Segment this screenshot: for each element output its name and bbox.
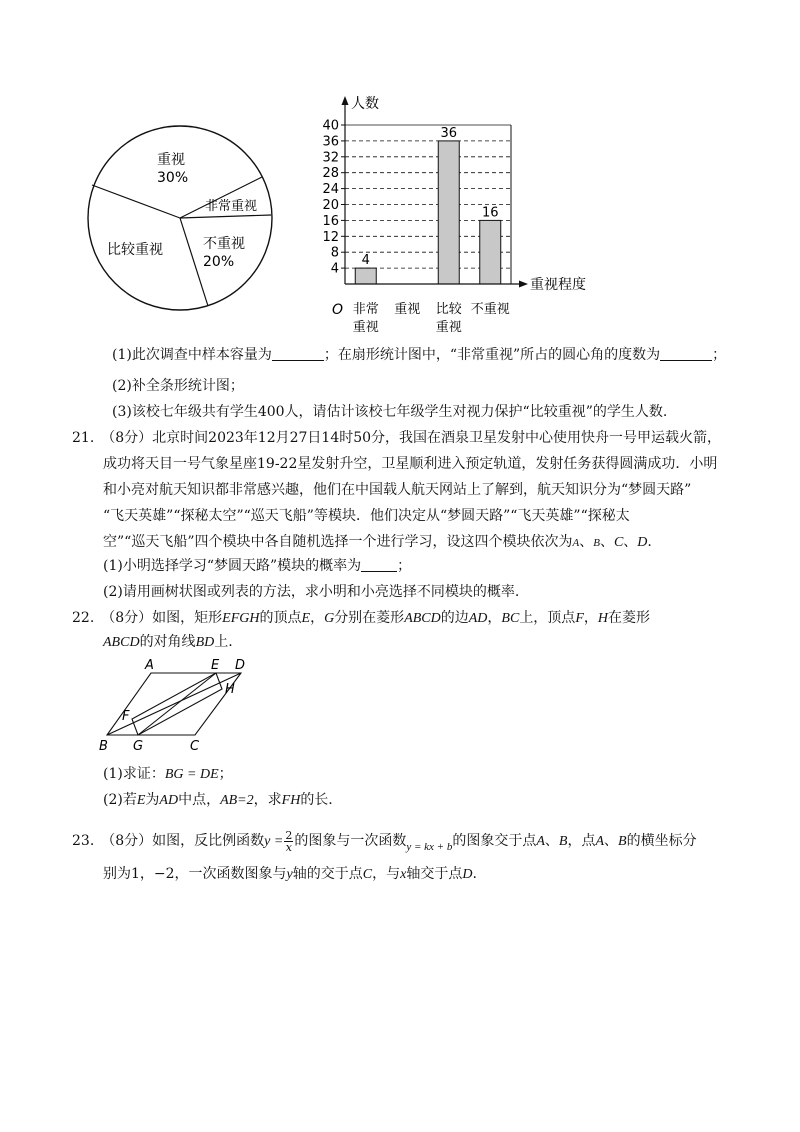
q22-text: 的边 (440, 610, 469, 626)
q23-text: 的图象与一次函数 (294, 833, 407, 849)
math-c: C (362, 867, 373, 882)
y-tick-label: 24 (322, 182, 339, 198)
q21-line3: 和小亮对航天知识都非常感兴趣，他们在中国载人航天网站上了解到，航天知识分为“梦圆天路” (103, 482, 692, 498)
math-y: y (286, 867, 293, 882)
label-a: A (145, 658, 154, 673)
q21-sep: 、 (623, 534, 638, 550)
pie-label-zhongshi-pct: 30% (157, 170, 189, 186)
math-ab-2: AB=2 (220, 793, 254, 808)
module-d: D (637, 535, 648, 550)
q22-text: 分别在菱形 (334, 610, 405, 626)
pie-divider (92, 185, 180, 218)
y-tick-labels (322, 119, 339, 277)
diagonal-bd (107, 673, 241, 735)
q21-line4: “飞天英雄”“探秘太空”“巡天飞船”等模块．他们决定从“梦圆天路”“飞天英雄”“探秘太 (103, 508, 630, 524)
y-tick-label: 32 (322, 150, 339, 166)
q22-text: ， (487, 610, 502, 626)
math-linear-fn: y = kx + b (406, 841, 453, 853)
q23-text: ，点 (567, 833, 596, 849)
answer-blank[interactable] (272, 346, 324, 361)
q22-part1 (103, 765, 233, 784)
q22-text: 上. (214, 634, 233, 650)
q23-text: 的图象交于点 (452, 833, 537, 849)
q21-line1: 21. （8分）北京时间2023年12月27日14时50分，我国在酒泉卫星发射中心使用快舟一号甲运载火箭， (72, 430, 722, 446)
label-c: C (190, 739, 200, 754)
q23-line1 (72, 826, 697, 856)
q21-sep: 、 (579, 534, 594, 550)
q23-text: 、 (544, 833, 559, 849)
bar-value-label: 4 (361, 253, 370, 269)
q21-part1 (103, 557, 411, 575)
math-fh: FH (281, 793, 301, 808)
math-g: G (324, 611, 335, 626)
x-category-label: 比较 (435, 302, 462, 317)
bar-1 (355, 268, 376, 284)
q22-text: (1)求证： (103, 766, 165, 782)
math-e: E (136, 793, 146, 808)
q22-text: 的对角线 (139, 634, 196, 650)
q22-part2 (103, 791, 333, 810)
math-ad: AD (468, 611, 488, 626)
pie-divider (180, 215, 271, 218)
q22-text: 中点， (178, 792, 221, 808)
label-f: F (122, 709, 130, 724)
x-category-labels (353, 301, 510, 335)
y-tick-label: 8 (330, 245, 339, 261)
y-tick-label: 4 (330, 261, 339, 277)
q23-text: 轴的交于点 (292, 866, 363, 882)
module-b: B (593, 537, 600, 549)
bar-3 (438, 141, 459, 284)
bar-value-label: 16 (481, 205, 499, 221)
math-abcd: ABCD (404, 611, 441, 626)
x-category-label: 重视 (394, 302, 421, 317)
y-tick-label: 12 (322, 229, 339, 245)
math-ad: AD (159, 793, 179, 808)
label-b: B (99, 739, 108, 754)
label-h: H (225, 682, 235, 697)
q23-text: 的横坐标分 (626, 833, 697, 849)
label-d: D (235, 658, 246, 673)
q22-text: 在菱形 (608, 610, 650, 626)
q23-text: 、 (604, 833, 619, 849)
chart-bars (355, 126, 501, 284)
q22-text: (2)若 (103, 792, 137, 808)
q21-line5-text: 空”“巡天飞船”四个模块中各自随机选择一个进行学习，设这四个模块依次为 (103, 534, 573, 550)
bar-value-label: 36 (440, 125, 458, 141)
x-category-label: 重视 (435, 320, 462, 335)
math-x: x (400, 867, 407, 882)
math-bg-de: BG = DE (164, 767, 219, 782)
q23-text: ，与 (372, 866, 401, 882)
pie-label-feichang: 非常重视 (205, 199, 258, 214)
q22-text: 的长. (300, 792, 333, 808)
x-category-label: 不重视 (470, 302, 510, 317)
y-tick-label: 28 (322, 166, 339, 182)
q23-text: . (472, 866, 477, 882)
module-c: C (613, 535, 624, 550)
y-tick-label: 40 (322, 118, 339, 134)
q20-part2: (2)补全条形统计图； (112, 378, 244, 394)
q21-line2: 成功将天目一号气象星座19-22星发射升空，卫星顺利进入预定轨道，发射任务获得圆满成功．小明 (103, 456, 718, 472)
q22-text: ， (583, 610, 598, 626)
q22-text: 为 (145, 792, 160, 808)
bar-4 (480, 220, 501, 284)
label-g: G (133, 739, 144, 754)
y-tick-label: 20 (322, 198, 339, 213)
label-e: E (211, 658, 220, 673)
pie-chart (85, 120, 275, 320)
math-abcd: ABCD (103, 635, 140, 650)
pie-label-zhongshi: 重视 (157, 152, 185, 168)
y-axis-label: 人数 (351, 96, 379, 112)
math-h: H (597, 611, 608, 626)
q22-line1 (72, 609, 650, 628)
origin-label: O (332, 302, 344, 318)
x-category-label: 重视 (352, 320, 379, 335)
q23-text: 23. （8分）如图，反比例函数 (72, 833, 265, 849)
math-a: A (595, 834, 605, 849)
q21-sep: 、 (599, 534, 614, 550)
math-y-eq: y = (264, 834, 284, 849)
fraction-2-over-x (284, 830, 293, 853)
q22-text: ， (310, 610, 325, 626)
y-tick-label: 16 (322, 213, 339, 229)
x-axis-label: 重视程度 (530, 277, 586, 293)
q20-part1-text-a: (1)此次调查中样本容量为 (112, 347, 272, 363)
module-a: A (572, 537, 580, 549)
answer-blank[interactable] (660, 346, 712, 361)
q22-text: 22. （8分）如图，矩形 (72, 610, 223, 626)
q21-end: . (647, 534, 652, 550)
q21-line5 (103, 533, 652, 552)
q22-text: ； (218, 766, 233, 782)
math-e: E (301, 611, 311, 626)
math-bd: BD (195, 635, 215, 650)
segment-ge (138, 673, 216, 735)
q22-line2 (103, 633, 233, 652)
q20-part1 (112, 346, 726, 364)
q22-text: 上，顶点 (519, 610, 576, 626)
pie-label-bijiao: 比较重视 (107, 242, 163, 258)
q20-part3: (3)该校七年级共有学生400人，请估计该校七年级学生对视力保护“比较重视”的学生人数. (112, 404, 668, 420)
q20-part1-text-c: ； (712, 347, 727, 363)
pie-label-buzhongshi: 不重视 (203, 236, 245, 252)
q22-text: 的顶点 (259, 610, 302, 626)
q20-part1-text-b: ；在扇形统计图中，“非常重视”所占的圆心角的度数为 (323, 347, 661, 363)
rhombus-figure (95, 655, 255, 755)
fraction-denominator: x (285, 840, 292, 854)
math-a: A (536, 834, 545, 849)
math-bc: BC (501, 611, 520, 626)
bar-chart (300, 88, 600, 350)
q22-text: ，求 (253, 792, 282, 808)
math-efgh: EFGH (222, 611, 260, 626)
q21-part1-end: ； (397, 558, 412, 574)
x-axis-arrow (519, 281, 528, 288)
y-axis-arrow (342, 96, 349, 105)
math-d: D (462, 867, 473, 882)
q23-text: 轴交于点 (406, 866, 463, 882)
fraction-numerator: 2 (285, 828, 293, 842)
math-f: F (575, 611, 584, 626)
q21-part2: (2)请用画树状图或列表的方法，求小明和小亮选择不同模块的概率. (103, 584, 520, 600)
q23-line2 (103, 865, 477, 884)
pie-label-buzhongshi-pct: 20% (203, 254, 235, 270)
q21-part1-text: (1)小明选择学习“梦圆天路”模块的概率为 (103, 558, 362, 574)
x-category-label: 非常 (352, 302, 379, 317)
q23-text: 别为1，−2，一次函数图象与 (103, 866, 287, 882)
y-tick-label: 36 (322, 134, 339, 150)
math-b: B (558, 834, 568, 849)
math-b: B (618, 834, 627, 849)
answer-blank[interactable] (361, 557, 397, 572)
